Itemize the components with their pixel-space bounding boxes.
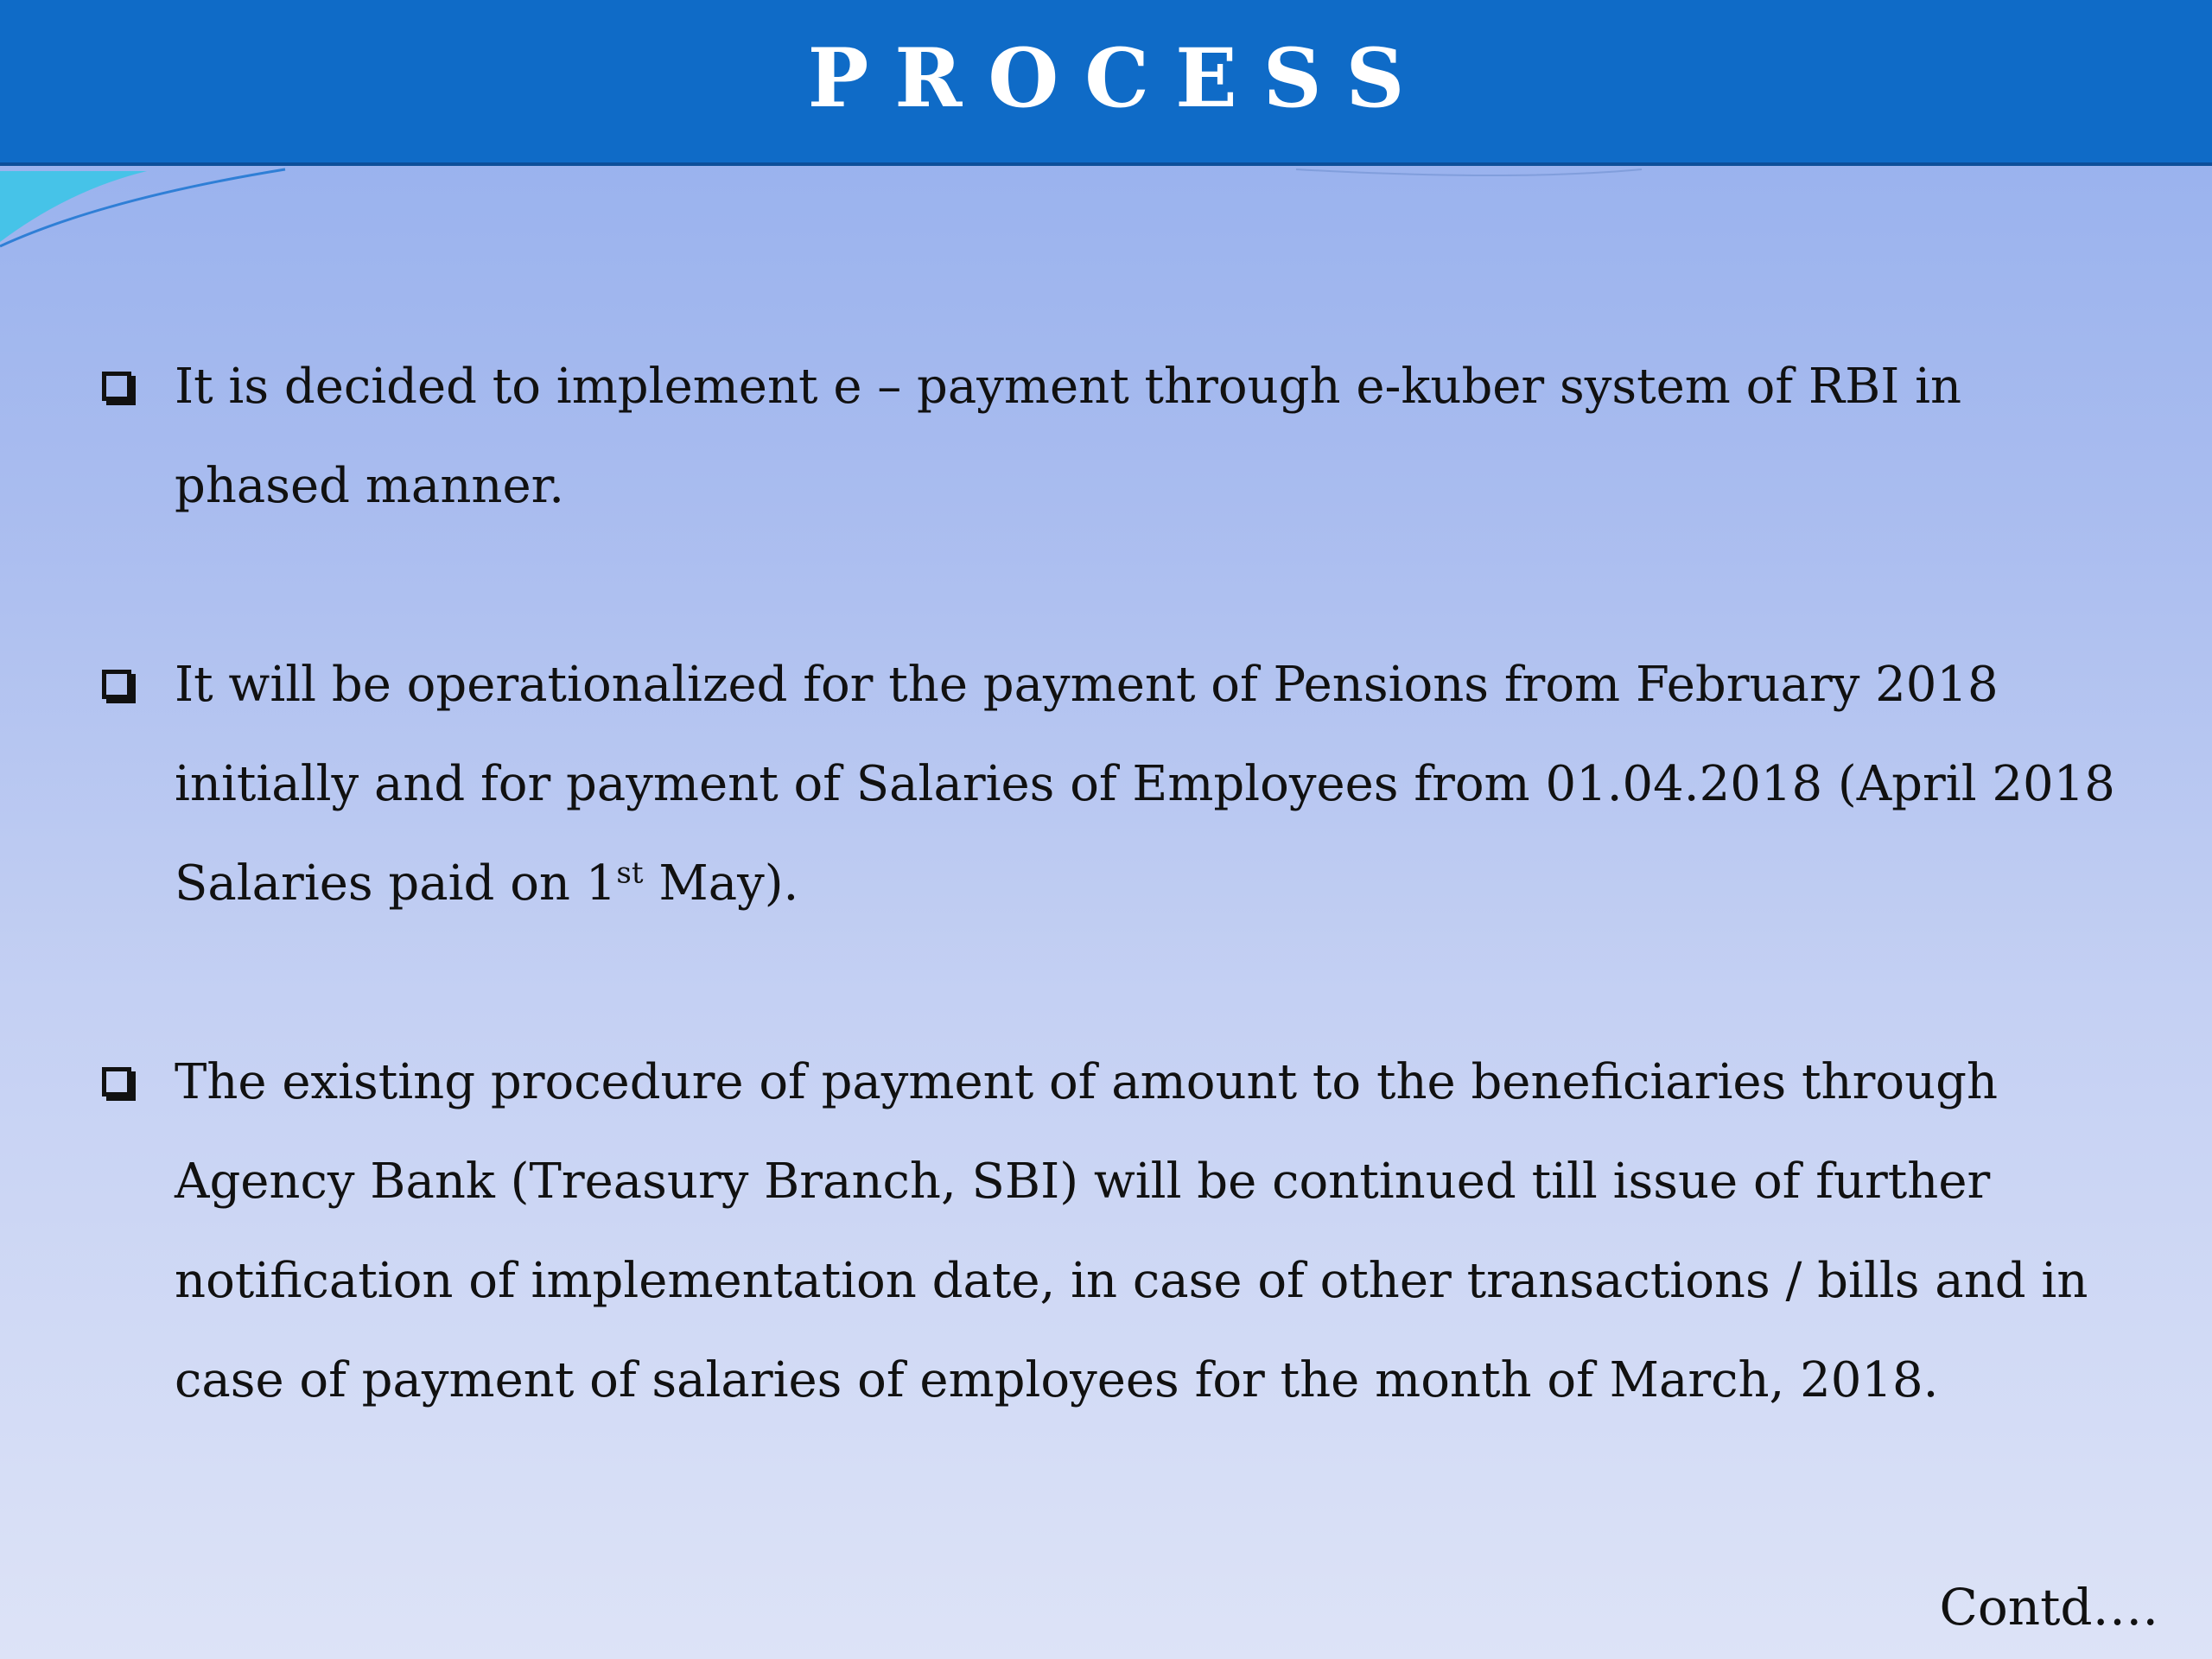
bullet-item <box>95 337 2134 536</box>
bullet-text <box>175 635 2134 933</box>
decorative-swoosh <box>0 164 2212 259</box>
ordinal-superscript: st <box>616 855 644 891</box>
bullet-item <box>95 1033 2134 1430</box>
hollow-square-bullet-icon <box>102 372 131 401</box>
slide-content <box>95 337 2134 1529</box>
slide-title: PROCESS <box>807 31 1431 126</box>
title-bar <box>0 0 2212 166</box>
bullet-text: The existing procedure of payment of amount to the beneficiaries through Agency Bank (Treasury Branch, SBI) will be continued till issue of further notification of implementation date, in case of other transactions / bills and in case of payment of salaries of employees for the month of March, 2018. <box>175 1054 2088 1408</box>
continued-note: Contd…. <box>1939 1578 2158 1637</box>
bullet-item <box>95 635 2134 933</box>
bullet-text-part: May). <box>643 855 799 912</box>
hollow-square-bullet-icon <box>102 670 131 699</box>
bullet-text-part: It will be operationalized for the payment of Pensions from February 2018 initially and for payment of Salaries of Employees from 01.04.2018 (April 2018 Salaries paid on 1 <box>175 657 2115 912</box>
bullet-text: It is decided to implement e – payment through e-kuber system of RBI in phased manner. <box>175 359 1962 514</box>
hollow-square-bullet-icon <box>102 1067 131 1096</box>
